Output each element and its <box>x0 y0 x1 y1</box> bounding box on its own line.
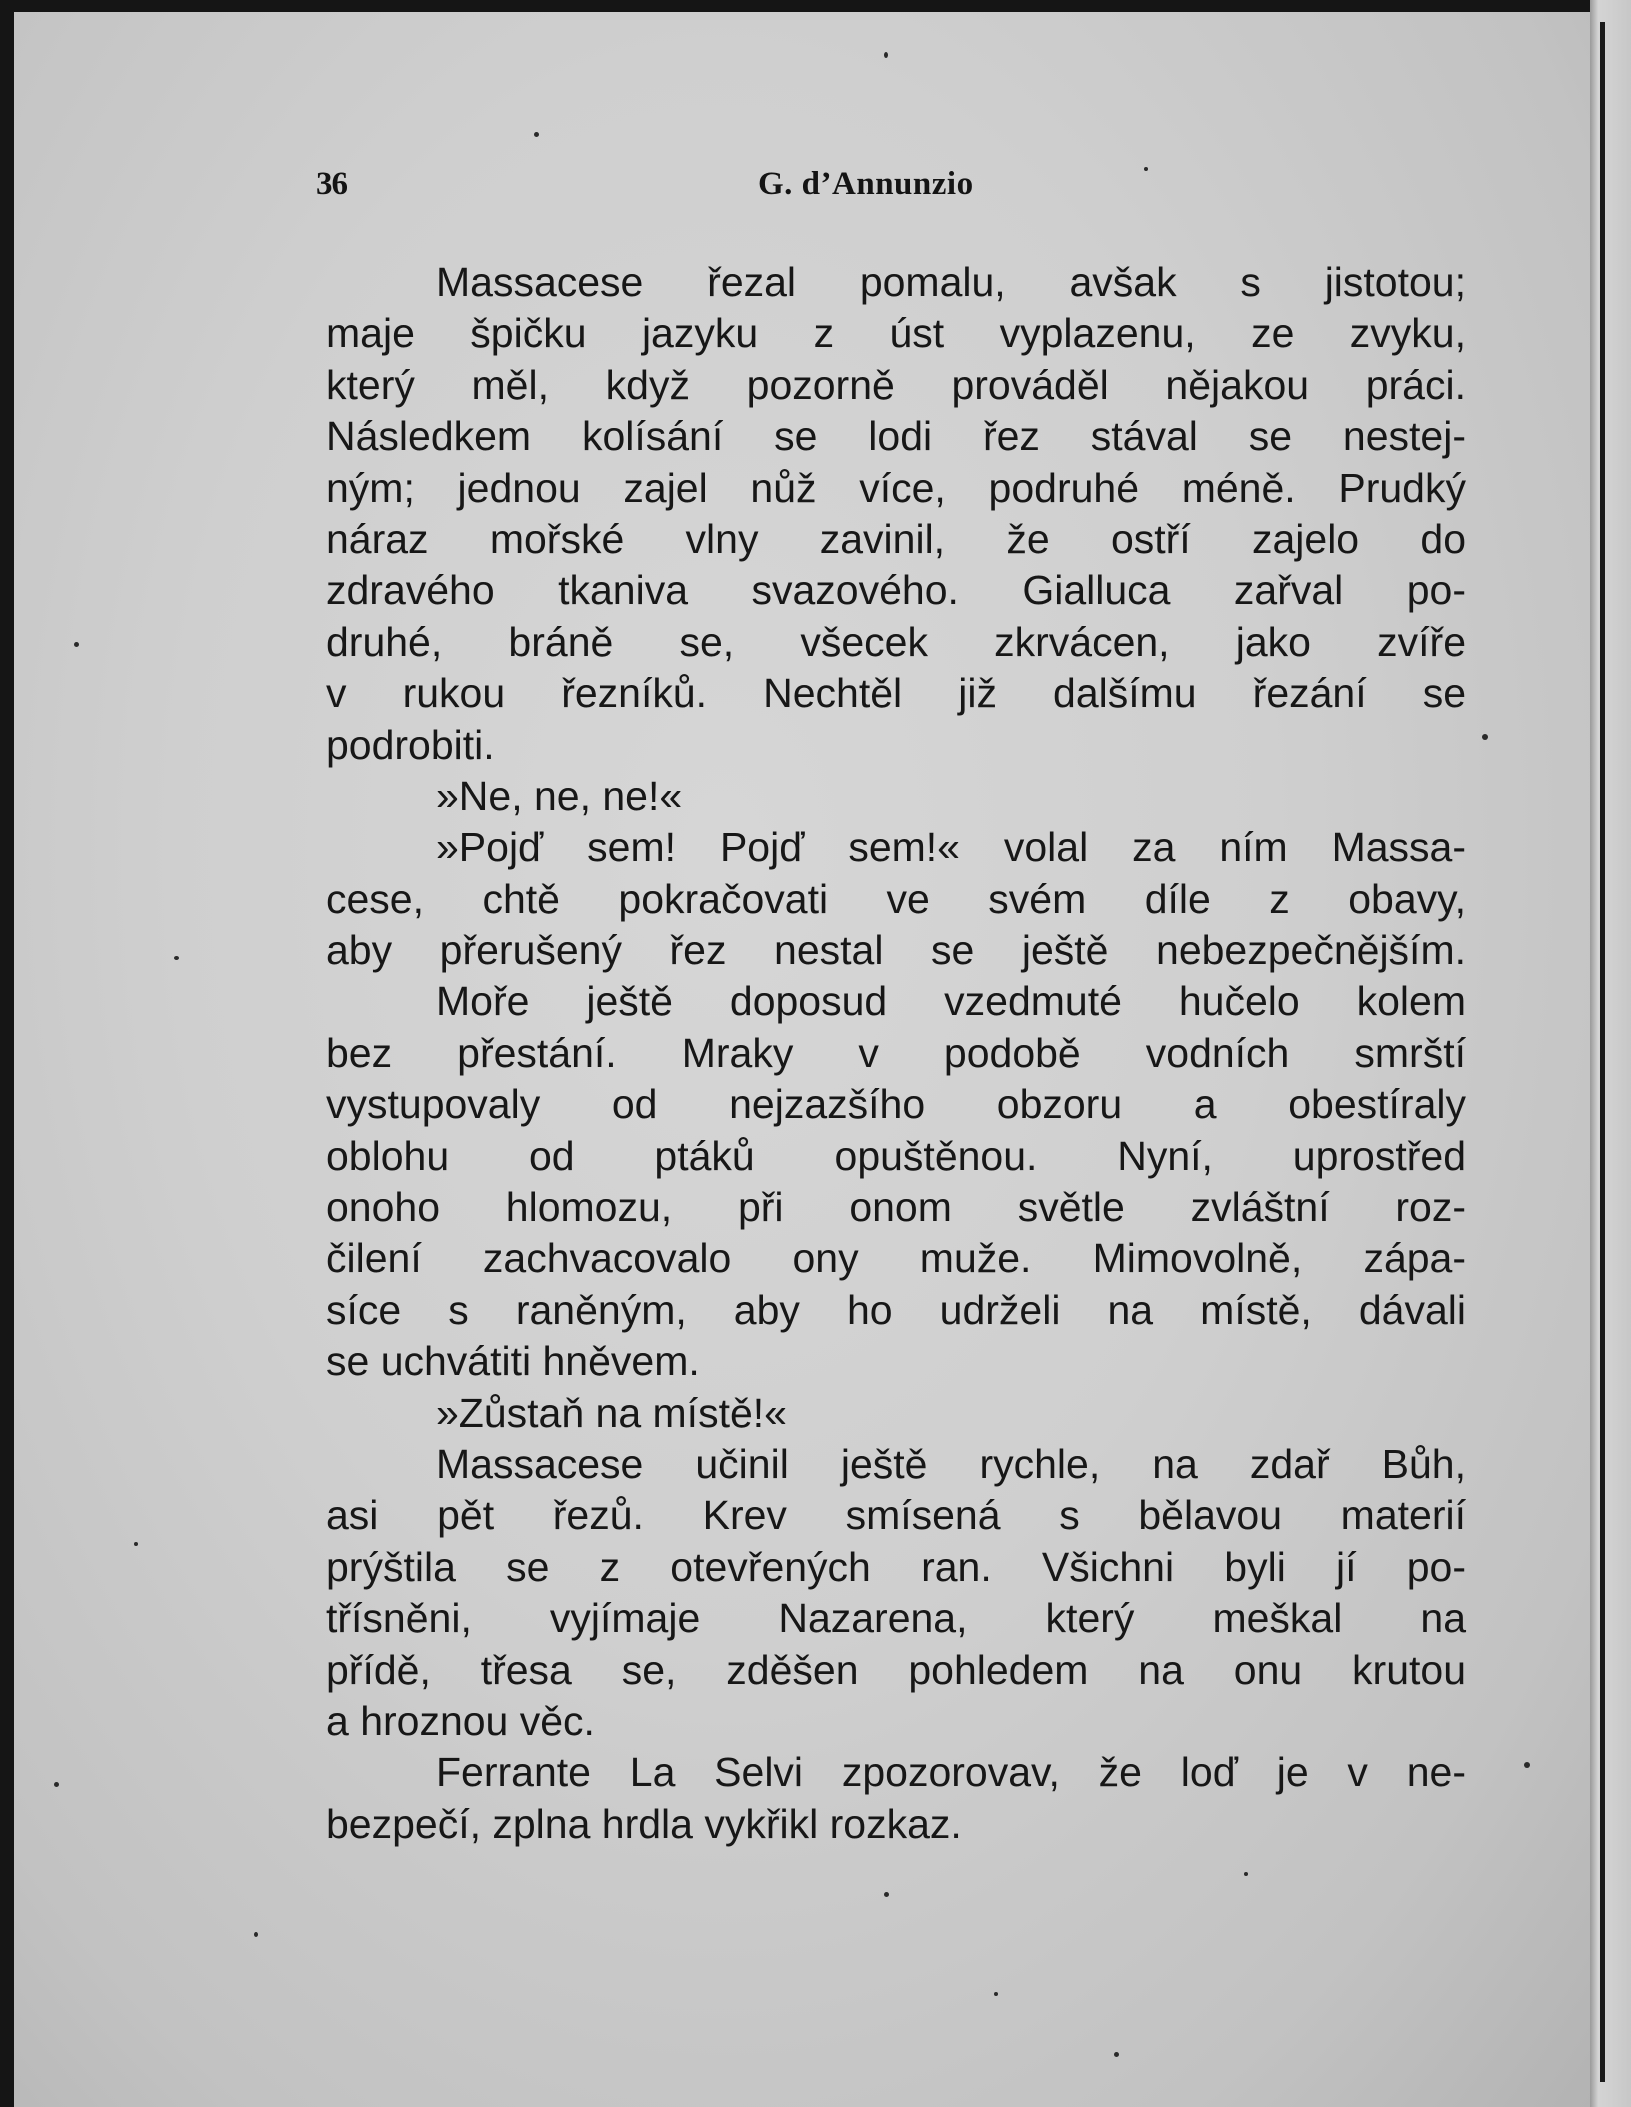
text-line: »Ne, ne, ne!« <box>436 772 683 819</box>
text-line: v rukou řezníků. Nechtěl již dalšímu řezání se <box>326 670 1466 717</box>
text-line: bezpečí, zplna hrdla vykřikl rozkaz. <box>326 1800 962 1847</box>
text-line: aby přerušený řez nestal se ještě nebezpečnějším. <box>326 927 1466 974</box>
paper-speck <box>134 1542 138 1546</box>
text-line: podrobiti. <box>326 721 495 768</box>
paper-speck <box>1482 734 1488 740</box>
text-line: asi pět řezů. Krev smísená s bělavou materií <box>326 1492 1466 1539</box>
text-line: Massacese řezal pomalu, avšak s jistotou; <box>436 259 1466 305</box>
paper-speck <box>254 1932 258 1937</box>
text-line: náraz mořské vlny zavinil, že ostří zajelo do <box>326 515 1466 562</box>
text-line: zdravého tkaniva svazového. Gialluca zařval po- <box>326 567 1466 614</box>
body-text <box>326 257 1466 1850</box>
text-line: síce s raněným, aby ho udrželi na místě, dávali <box>326 1286 1466 1333</box>
text-line: Ferrante La Selvi zpozorovav, že loď je v ne- <box>436 1749 1466 1796</box>
text-line: druhé, bráně se, všecek zkrvácen, jako zvíře <box>326 618 1466 665</box>
text-line: se uchvátiti hněvem. <box>326 1338 700 1385</box>
text-line: bez přestání. Mraky v podobě vodních smrští <box>326 1029 1466 1076</box>
paper-speck <box>1114 2052 1119 2057</box>
paper-speck <box>884 1892 889 1897</box>
text-line: Následkem kolísání se lodi řez stával se nestej- <box>326 413 1466 460</box>
paper-speck <box>884 52 888 58</box>
binding-line <box>1600 22 1605 2082</box>
text-line: Moře ještě doposud vzedmuté hučelo kolem <box>436 978 1466 1025</box>
running-head: G. d’Annunzio <box>758 166 974 202</box>
text-line: který měl, když pozorně prováděl nějakou práci. <box>326 361 1466 408</box>
text-line: cese, chtě pokračovati ve svém díle z obavy, <box>326 875 1466 922</box>
text-line: přídě, třesa se, zděšen pohledem na onu krutou <box>326 1646 1466 1693</box>
text-line: maje špičku jazyku z úst vyplazenu, ze zvyku, <box>326 310 1466 357</box>
text-line: Massacese učinil ještě rychle, na zdař Bůh, <box>436 1440 1466 1487</box>
paper-speck <box>1524 1762 1530 1768</box>
paper-speck <box>1244 1872 1248 1876</box>
text-line: a hroznou věc. <box>326 1697 595 1744</box>
paper-speck <box>534 132 539 137</box>
text-line: ným; jednou zajel nůž více, podruhé méně. Prudký <box>326 464 1466 511</box>
paper-speck <box>74 642 79 647</box>
text-line: onoho hlomozu, při onom světle zvláštní roz- <box>326 1184 1466 1231</box>
page-right-edge <box>1590 0 1631 2107</box>
text-line: prýštila se z otevřených ran. Všichni byli jí po- <box>326 1543 1466 1590</box>
paper-speck <box>174 956 179 960</box>
text-line: vystupovaly od nejzazšího obzoru a obestíraly <box>326 1081 1466 1128</box>
text-line: třísněni, vyjímaje Nazarena, který meškal na <box>326 1595 1466 1642</box>
paper-sheet <box>14 12 1590 2107</box>
page-header <box>14 166 1590 214</box>
page-number: 36 <box>316 166 347 202</box>
paper-speck <box>994 1992 998 1996</box>
text-line: oblohu od ptáků opuštěnou. Nyní, uprostřed <box>326 1132 1466 1179</box>
text-line: čilení zachvacovalo ony muže. Mimovolně, zápa- <box>326 1235 1466 1282</box>
text-line: »Zůstaň na místě!« <box>436 1389 787 1436</box>
paper-speck <box>54 1782 59 1787</box>
text-line: »Pojď sem! Pojď sem!« volal za ním Massa- <box>436 824 1466 871</box>
